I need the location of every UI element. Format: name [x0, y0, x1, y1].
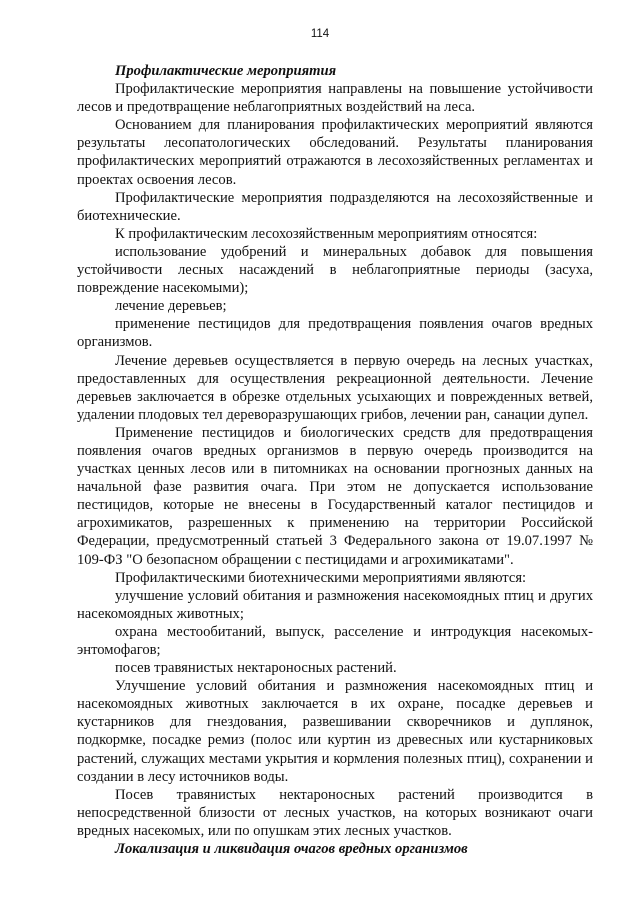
- list-item: улучшение условий обитания и размножения насекомоядных птиц и других насекомоядных животных;: [77, 587, 593, 622]
- list-item: применение пестицидов для предотвращения появления очагов вредных организмов.: [77, 316, 593, 351]
- paragraph: Лечение деревьев осуществляется в первую очередь на лесных участках, предоставленных для осуществления рекреационной деятельности. Лечение деревьев заключается в обрезке отдельных усыхающих и поврежденных ветвей, удалении плодовых тел дереворазрушающих грибов, лечении ран, санации дупел.: [77, 352, 593, 423]
- list-item: лечение деревьев;: [115, 298, 227, 315]
- list-item: посев травянистых нектароносных растений.: [115, 660, 397, 677]
- paragraph: Посев травянистых нектароносных растений производится в непосредственной близости от лесных участков, на которых возникают очаги вредных насекомых, или по опушкам этих лесных участков.: [77, 786, 593, 839]
- list-item: охрана местообитаний, выпуск, расселение и интродукция насекомых-энтомофагов;: [77, 623, 593, 658]
- section-heading: Профилактические мероприятия: [115, 63, 337, 79]
- list-item: использование удобрений и минеральных добавок для повышения устойчивости лесных насаждений в неблагоприятные периоды (засуха, повреждение насекомыми);: [77, 243, 593, 297]
- paragraph: Профилактическими биотехническими мероприятиями являются:: [115, 569, 527, 586]
- document-body: [77, 62, 593, 858]
- paragraph: Профилактические мероприятия направлены на повышение устойчивости лесов и предотвращение неблагоприятных воздействий на леса.: [77, 81, 593, 116]
- paragraph: Основанием для планирования профилактических мероприятий являются результаты лесопатологических обследований. Результаты планирования профилактических мероприятий отражаются в лесохозяйственных регламентах и проектах освоения лесов.: [77, 117, 593, 188]
- paragraph: Профилактические мероприятия подразделяются на лесохозяйственные и биотехнические.: [77, 189, 593, 224]
- paragraph: Применение пестицидов и биологических средств для предотвращения появления очагов вредных организмов в первую очередь производится на участках ценных лесов или в питомниках на основании прогнозных данных на начальной фазе развития очага. При этом не допускается использование пестицидов, которые не внесены в Государственный каталог пестицидов и агрохимикатов, разрешенных к применению на территории Российской Федерации, предусмотренный статьей 3 Федерального закона от 19.07.1997 № 109-ФЗ "О безопасном обращении с пестицидами и агрохимикатами".: [77, 424, 593, 568]
- paragraph: Улучшение условий обитания и размножения насекомоядных птиц и насекомоядных животных заключается в их охране, посадке деревьев и кустарников для гнездования, развешивании скворечников и дуплянок, подкормке, посадке ремиз (полос или куртин из древесных или кустарниковых растений, служащих местами укрытия и кормления полезных птиц), сохранении и создании в лесу источников воды.: [77, 678, 593, 785]
- page-number: 114: [310, 28, 330, 40]
- paragraph: К профилактическим лесохозяйственным мероприятиям относятся:: [115, 225, 538, 242]
- section-heading: Локализация и ликвидация очагов вредных организмов: [115, 841, 468, 858]
